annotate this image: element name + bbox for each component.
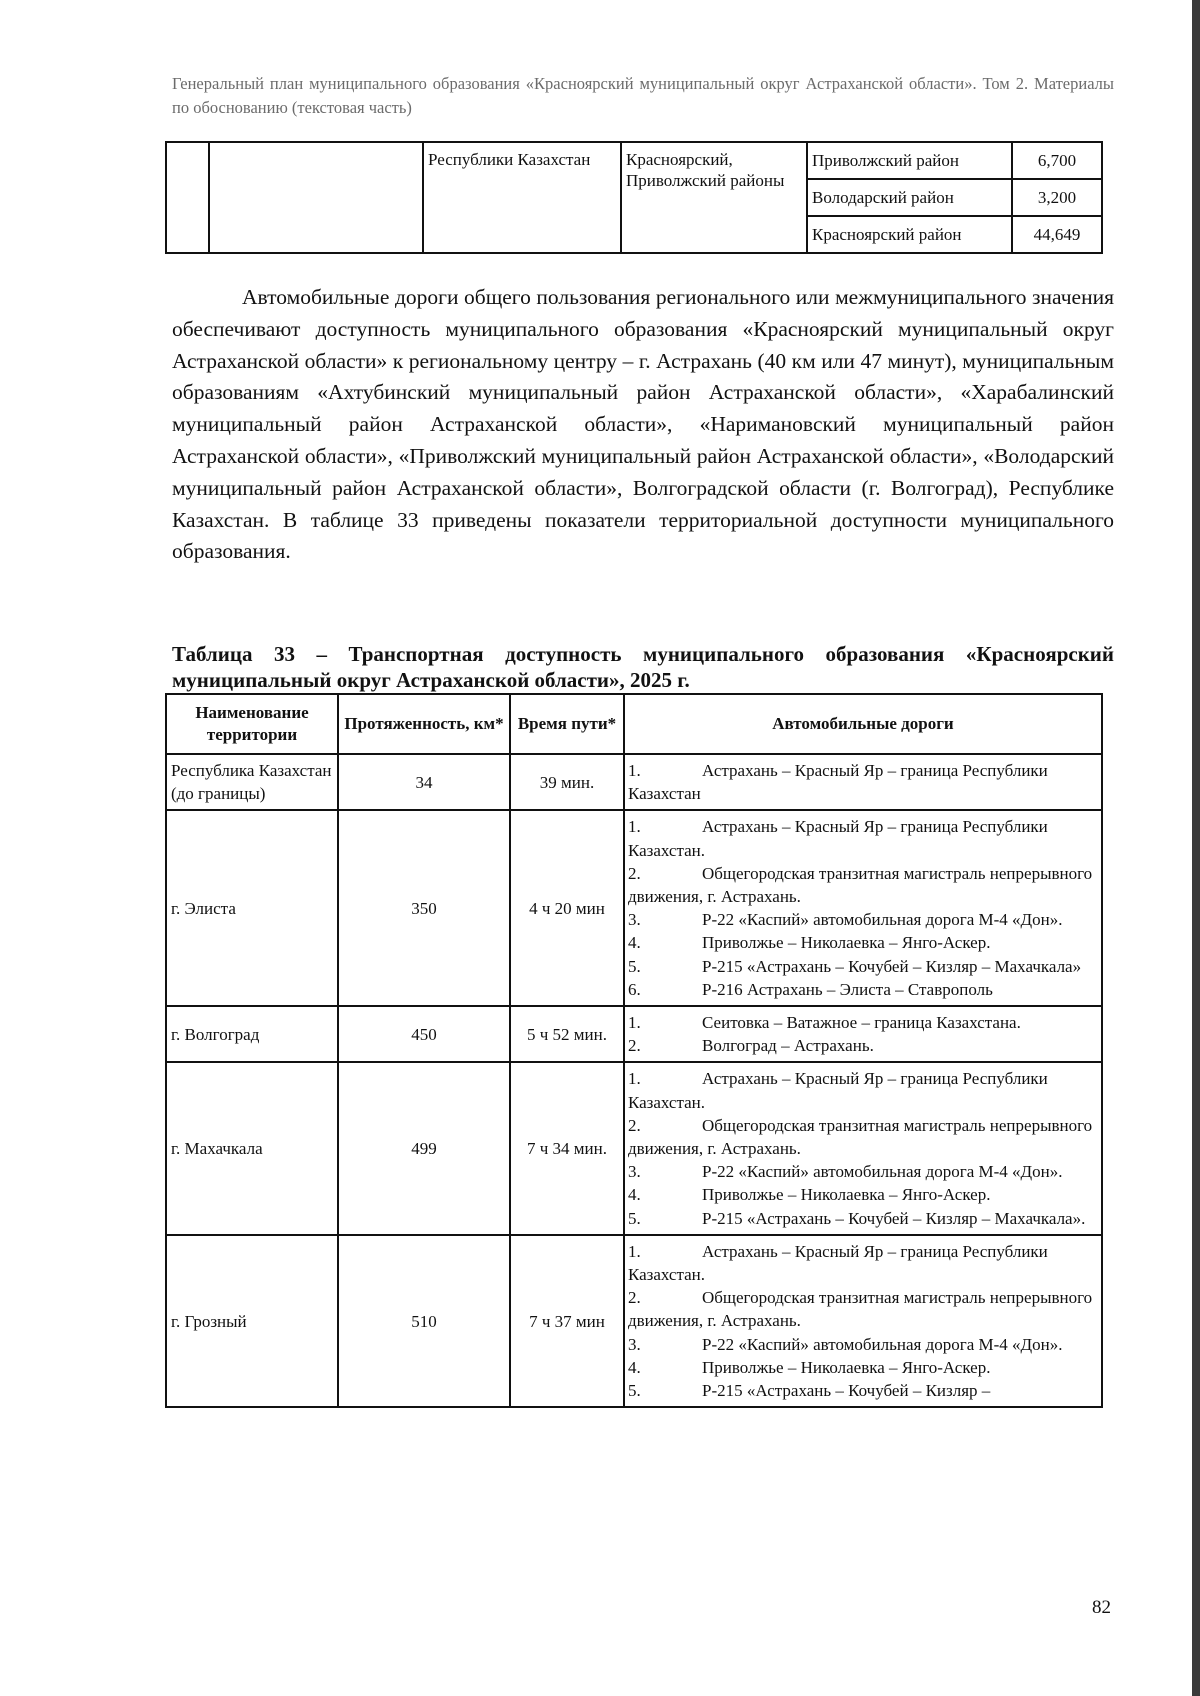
road-number: 2. <box>628 1036 641 1056</box>
road-item <box>628 1067 1097 1113</box>
time-cell: 39 мин. <box>510 754 624 810</box>
road-name: Общегородская транзитная магистраль непрерывного движения, г. Астрахань. <box>628 1115 1093 1159</box>
road-name: Р-215 «Астрахань – Кочубей – Кизляр – <box>702 1381 991 1401</box>
accessibility-table <box>165 693 1103 1408</box>
road-item <box>628 759 1097 805</box>
road-name: Волгоград – Астрахань. <box>702 1036 874 1056</box>
table-header-row <box>166 694 1102 754</box>
empty-cell <box>209 142 423 253</box>
empty-cell <box>166 142 209 253</box>
road-number: 5. <box>628 956 641 976</box>
road-item <box>628 1240 1097 1286</box>
road-name: Р-216 Астрахань – Элиста – Ставрополь <box>702 979 993 999</box>
continuation-table <box>165 141 1103 254</box>
road-item <box>628 1379 1097 1402</box>
road-number: 2. <box>628 863 641 883</box>
road-item <box>628 1356 1097 1379</box>
districts-table <box>808 143 1101 252</box>
page-edge-shadow <box>1192 0 1200 1696</box>
district-row <box>808 143 1101 179</box>
header-roads: Автомобильные дороги <box>624 694 1102 754</box>
road-name: Сеитовка – Ватажное – граница Казахстана. <box>702 1013 1021 1033</box>
road-item <box>628 815 1097 861</box>
road-item <box>628 1011 1097 1034</box>
road-item <box>628 931 1097 954</box>
road-number: 4. <box>628 1357 641 1377</box>
road-number: 4. <box>628 1185 641 1205</box>
road-item <box>628 978 1097 1001</box>
road-name: Приволжье – Николаевка – Янго-Аскер. <box>702 933 991 953</box>
road-number: 1. <box>628 1013 641 1033</box>
territory-cell: г. Элиста <box>166 810 338 1006</box>
road-name: Р-22 «Каспий» автомобильная дорога М-4 «Дон». <box>702 910 1063 930</box>
road-name: Общегородская транзитная магистраль непрерывного движения, г. Астрахань. <box>628 863 1093 907</box>
road-name: Астрахань – Красный Яр – граница Республики Казахстан <box>628 761 1048 804</box>
table-row <box>166 1235 1102 1407</box>
time-cell: 7 ч 37 мин <box>510 1235 624 1407</box>
border-cell: Республики Казахстан <box>423 142 621 253</box>
road-number: 2. <box>628 1288 641 1308</box>
roads-cell <box>624 1235 1102 1407</box>
length-cell: 34 <box>338 754 510 810</box>
time-cell: 7 ч 34 мин. <box>510 1062 624 1234</box>
header-time: Время пути* <box>510 694 624 754</box>
roads-cell <box>624 1006 1102 1062</box>
district-name: Красноярский район <box>812 225 962 244</box>
district-value: 44,649 <box>1012 216 1101 252</box>
territory-cell: г. Волгоград <box>166 1006 338 1062</box>
road-name: Р-215 «Астрахань – Кочубей – Кизляр – Махачкала». <box>702 1208 1086 1228</box>
road-number: 1. <box>628 1241 641 1261</box>
districts-cell <box>807 142 1102 253</box>
road-name: Астрахань – Красный Яр – граница Республики Казахстан. <box>628 1241 1048 1285</box>
road-number: 5. <box>628 1381 641 1401</box>
table-row <box>166 1006 1102 1062</box>
road-name: Общегородская транзитная магистраль непрерывного движения, г. Астрахань. <box>628 1288 1093 1331</box>
road-item <box>628 908 1097 931</box>
length-cell: 350 <box>338 810 510 1006</box>
table-row <box>166 810 1102 1006</box>
district-value: 3,200 <box>1012 179 1101 216</box>
road-name: Астрахань – Красный Яр – граница Республики Казахстан. <box>628 1069 1048 1112</box>
length-cell: 450 <box>338 1006 510 1062</box>
road-name: Р-22 «Каспий» автомобильная дорога М-4 «Дон». <box>702 1334 1063 1354</box>
table-caption: Таблица 33 – Транспортная доступность муниципального образования «Красноярский муниципальный округ Астраханской области», 2025 г. <box>172 642 1114 692</box>
road-number: 6. <box>628 979 641 999</box>
district-row <box>808 179 1101 216</box>
road-name: Р-22 «Каспий» автомобильная дорога М-4 «Дон». <box>702 1162 1063 1182</box>
territory-cell: г. Махачкала <box>166 1062 338 1234</box>
table-row <box>166 1062 1102 1234</box>
road-name: Приволжье – Николаевка – Янго-Аскер. <box>702 1357 991 1377</box>
time-cell: 5 ч 52 мин. <box>510 1006 624 1062</box>
road-number: 3. <box>628 1162 641 1182</box>
header-territory: Наименование территории <box>166 694 338 754</box>
road-name: Приволжье – Николаевка – Янго-Аскер. <box>702 1185 991 1205</box>
table-row <box>166 754 1102 810</box>
road-number: 4. <box>628 933 641 953</box>
regions-cell: Красноярский, Приволжский районы <box>621 142 807 253</box>
road-item <box>628 1183 1097 1206</box>
road-item <box>628 1333 1097 1356</box>
road-number: 3. <box>628 910 641 930</box>
road-item <box>628 1160 1097 1183</box>
road-item <box>628 1034 1097 1057</box>
header-length: Протяженность, км* <box>338 694 510 754</box>
district-name: Володарский район <box>808 179 1012 216</box>
territory-cell: Республика Казахстан (до границы) <box>166 754 338 810</box>
road-item <box>628 1114 1097 1160</box>
page-header: Генеральный план муниципального образования «Красноярский муниципальный округ Астраханской области». Том 2. Материалы по обоснованию (текстовая часть) <box>172 74 1114 117</box>
district-name: Приволжский район <box>808 143 1012 179</box>
road-name: Р-215 «Астрахань – Кочубей – Кизляр – Махачкала» <box>702 956 1082 976</box>
roads-cell <box>624 754 1102 810</box>
time-cell: 4 ч 20 мин <box>510 810 624 1006</box>
road-number: 3. <box>628 1334 641 1354</box>
road-number: 1. <box>628 1069 641 1089</box>
continuation-row <box>166 142 1102 253</box>
length-cell: 510 <box>338 1235 510 1407</box>
road-item <box>628 1286 1097 1332</box>
road-number: 1. <box>628 817 641 837</box>
road-item <box>628 1207 1097 1230</box>
road-item <box>628 955 1097 978</box>
roads-cell <box>624 1062 1102 1234</box>
district-value: 6,700 <box>1012 143 1101 179</box>
roads-cell <box>624 810 1102 1006</box>
road-name: Астрахань – Красный Яр – граница Республики Казахстан. <box>628 817 1048 860</box>
territory-cell: г. Грозный <box>166 1235 338 1407</box>
body-paragraph: Автомобильные дороги общего пользования регионального или межмуниципального значения обеспечивают доступность муниципального образования «Красноярский муниципальный округ Астраханской области» к региональному центру – г. Астрахань (40 км или 47 минут), муниципальным образованиям «Ахтубинский муниципальный район Астраханской области», «Харабалинский муниципальный район Астраханской области», «Наримановский муниципальный район Астраханской области», «Приволжский муниципальный район Астраханской области», «Володарский муниципальный район Астраханской области», Волгоградской области (г. Волгоград), Республике Казахстан. В таблице 33 приведены показатели территориальной доступности муниципального образования. <box>172 285 1114 564</box>
road-item <box>628 862 1097 908</box>
road-number: 2. <box>628 1115 641 1135</box>
district-row <box>808 216 1101 252</box>
length-cell: 499 <box>338 1062 510 1234</box>
table-body <box>166 754 1102 1407</box>
road-number: 1. <box>628 761 641 780</box>
page-number: 82 <box>1092 1597 1111 1618</box>
road-number: 5. <box>628 1208 641 1228</box>
